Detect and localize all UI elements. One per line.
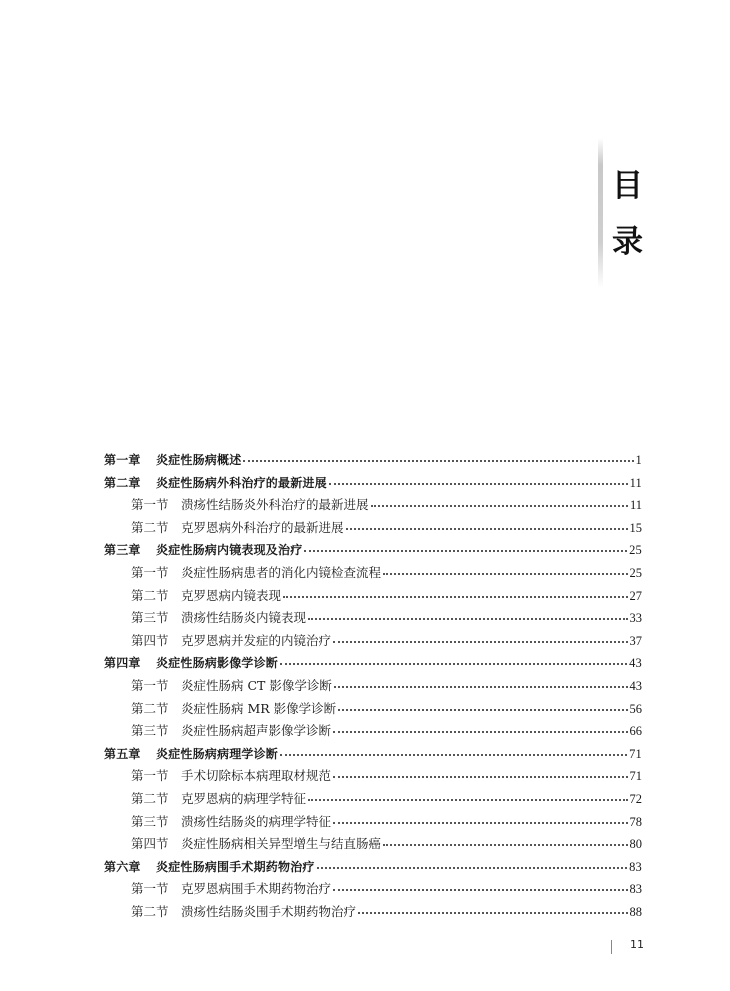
entry-title: 炎症性肠病病理学诊断 [156, 746, 279, 761]
entry-page: 15 [629, 520, 642, 535]
leader-dots [338, 699, 627, 711]
entry-number: 第二章 [104, 475, 141, 490]
footer-separator [611, 940, 612, 954]
entry-page: 43 [629, 678, 642, 693]
entry-number: 第二节 [131, 587, 169, 603]
entry-number: 第四节 [131, 632, 169, 648]
entry-number: 第二节 [131, 790, 169, 806]
entry-number: 第三节 [131, 723, 169, 739]
entry-title: 炎症性肠病内镜表现及治疗 [156, 543, 303, 558]
entry-title: 炎症性肠病患者的消化内镜检查流程 [181, 564, 382, 580]
entry-title: 炎症性肠病外科治疗的最新进展 [156, 475, 327, 490]
toc-entry-section[interactable] [104, 878, 642, 901]
entry-title: 炎症性肠病概述 [156, 453, 242, 467]
table-of-contents [104, 449, 642, 923]
toc-entry-section[interactable] [104, 517, 642, 540]
leader-dots [333, 721, 627, 733]
toc-entry-chapter-3[interactable] [104, 539, 642, 562]
entry-number: 第四章 [104, 656, 141, 671]
page-number: 11 [630, 938, 644, 951]
entry-page: 83 [629, 882, 642, 897]
entry-title: 溃疡性结肠炎的病理学特征 [181, 813, 332, 829]
toc-entry-section[interactable] [104, 720, 642, 743]
entry-number: 第二节 [131, 519, 169, 535]
entry-title: 溃疡性结肠炎外科治疗的最新进展 [181, 497, 369, 513]
entry-title: 克罗恩病围手术期药物治疗 [181, 881, 332, 897]
entry-title: 炎症性肠病 MR 影像学诊断 [181, 700, 337, 716]
toc-entry-chapter-1[interactable] [104, 449, 642, 472]
entry-number: 第一章 [104, 453, 141, 467]
toc-entry-section[interactable] [104, 585, 642, 608]
entry-title: 手术切除标本病理取材规范 [181, 768, 332, 784]
leader-dots [280, 744, 627, 756]
toc-entry-section[interactable] [104, 494, 642, 517]
entry-page: 72 [629, 791, 642, 806]
entry-page: 37 [629, 633, 642, 648]
toc-entry-section[interactable] [104, 630, 642, 653]
entry-title: 炎症性肠病围手术期药物治疗 [156, 859, 315, 874]
toc-entry-section[interactable] [104, 607, 642, 630]
entry-page: 33 [629, 611, 642, 626]
leader-dots [317, 857, 627, 869]
toc-title-char-2: 录 [612, 224, 643, 260]
entry-title: 溃疡性结肠炎围手术期药物治疗 [181, 903, 357, 919]
leader-dots [283, 586, 627, 598]
leader-dots [334, 676, 628, 688]
leader-dots [333, 631, 627, 643]
toc-title-char-1: 目 [612, 168, 643, 204]
toc-entry-section[interactable] [104, 698, 642, 721]
entry-number: 第三章 [104, 543, 141, 558]
entry-title: 克罗恩病的病理学特征 [181, 790, 307, 806]
entry-page: 78 [629, 814, 642, 829]
entry-title: 炎症性肠病超声影像学诊断 [181, 723, 332, 739]
toc-entry-chapter-2[interactable] [104, 472, 642, 495]
entry-page: 56 [629, 701, 642, 716]
toc-entry-chapter-4[interactable] [104, 652, 642, 675]
entry-number: 第五章 [104, 746, 141, 761]
leader-dots [333, 879, 627, 891]
leader-dots [383, 563, 627, 575]
leader-dots [308, 608, 627, 620]
leader-dots [358, 902, 627, 914]
entry-number: 第四节 [131, 836, 169, 852]
toc-entry-chapter-5[interactable] [104, 743, 642, 766]
entry-page: 25 [629, 565, 642, 580]
entry-page: 88 [629, 904, 642, 919]
leader-dots [280, 653, 627, 665]
toc-entry-section[interactable] [104, 765, 642, 788]
entry-page: 27 [629, 588, 642, 603]
entry-title: 克罗恩病外科治疗的最新进展 [181, 519, 344, 535]
toc-entry-section[interactable] [104, 833, 642, 856]
entry-title: 溃疡性结肠炎内镜表现 [181, 610, 307, 626]
toc-entry-section[interactable] [104, 811, 642, 834]
entry-page: 80 [629, 837, 642, 852]
toc-entry-section[interactable] [104, 901, 642, 924]
entry-number: 第二节 [131, 903, 169, 919]
entry-title: 克罗恩病内镜表现 [181, 587, 282, 603]
entry-number: 第三节 [131, 813, 169, 829]
leader-dots [371, 495, 628, 507]
entry-page: 71 [629, 746, 642, 761]
leader-dots [308, 789, 627, 801]
entry-title: 克罗恩病并发症的内镜治疗 [181, 632, 332, 648]
entry-page: 11 [629, 498, 642, 513]
entry-number: 第一节 [131, 768, 169, 784]
leader-dots [243, 450, 633, 462]
entry-number: 第三节 [131, 610, 169, 626]
title-vertical-rule [598, 138, 603, 288]
entry-number: 第一节 [131, 677, 169, 693]
entry-number: 第一节 [131, 881, 169, 897]
entry-title: 炎症性肠病 CT 影像学诊断 [181, 677, 332, 693]
entry-title: 炎症性肠病影像学诊断 [156, 656, 279, 671]
entry-page: 11 [629, 475, 642, 490]
entry-page: 1 [635, 453, 642, 467]
entry-number: 第二节 [131, 700, 169, 716]
entry-number: 第一节 [131, 564, 169, 580]
entry-number: 第六章 [104, 859, 141, 874]
entry-page: 66 [629, 724, 642, 739]
entry-page: 83 [629, 859, 642, 874]
entry-page: 43 [629, 656, 642, 671]
entry-title: 炎症性肠病相关异型增生与结直肠癌 [181, 836, 382, 852]
leader-dots [304, 540, 627, 552]
toc-entry-section[interactable] [104, 675, 642, 698]
toc-entry-section[interactable] [104, 562, 642, 585]
leader-dots [333, 812, 627, 824]
entry-page: 71 [629, 769, 642, 784]
toc-entry-section[interactable] [104, 788, 642, 811]
leader-dots [383, 834, 627, 846]
leader-dots [329, 473, 628, 485]
entry-page: 25 [629, 543, 642, 558]
leader-dots [333, 766, 627, 778]
leader-dots [346, 518, 628, 530]
toc-entry-chapter-6[interactable] [104, 856, 642, 879]
entry-number: 第一节 [131, 497, 169, 513]
